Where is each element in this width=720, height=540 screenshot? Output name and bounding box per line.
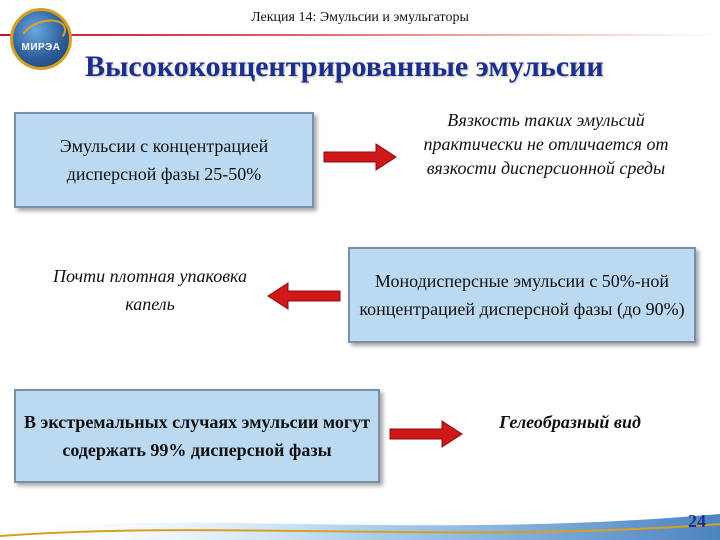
monodisperse-box	[348, 247, 696, 343]
monodisperse-text: Монодисперсные эмульсии с 50%-ной концентрацией дисперсной фазы (до 90%)	[359, 271, 685, 319]
lecture-title: Лекция 14: Эмульсии и эмульгаторы	[251, 10, 469, 25]
arrow-right-2-icon	[388, 419, 464, 449]
logo-text: МИРЭА	[21, 41, 61, 53]
slide-title: Высококонцентрированные эмульсии	[85, 50, 604, 83]
extreme-case-box	[14, 389, 380, 483]
concentration-box	[14, 112, 314, 208]
page-number: 24	[688, 511, 706, 531]
concentration-text: Эмульсии с концентрацией дисперсной фазы 25-50%	[59, 136, 269, 184]
header-divider	[0, 34, 720, 36]
extreme-case-text: В экстремальных случаях эмульсии могут содержать 99% дисперсной фазы	[24, 412, 370, 460]
gel-text: Гелеобразный вид	[499, 412, 641, 432]
footer-wave-decoration	[0, 500, 720, 540]
arrow-right-1-icon	[322, 142, 398, 172]
viscosity-text: Вязкость таких эмульсий практически не отличается от вязкости дисперсионной среды	[423, 110, 669, 178]
packing-text: Почти плотная упаковка капель	[53, 266, 247, 314]
arrow-left-icon	[266, 281, 342, 311]
